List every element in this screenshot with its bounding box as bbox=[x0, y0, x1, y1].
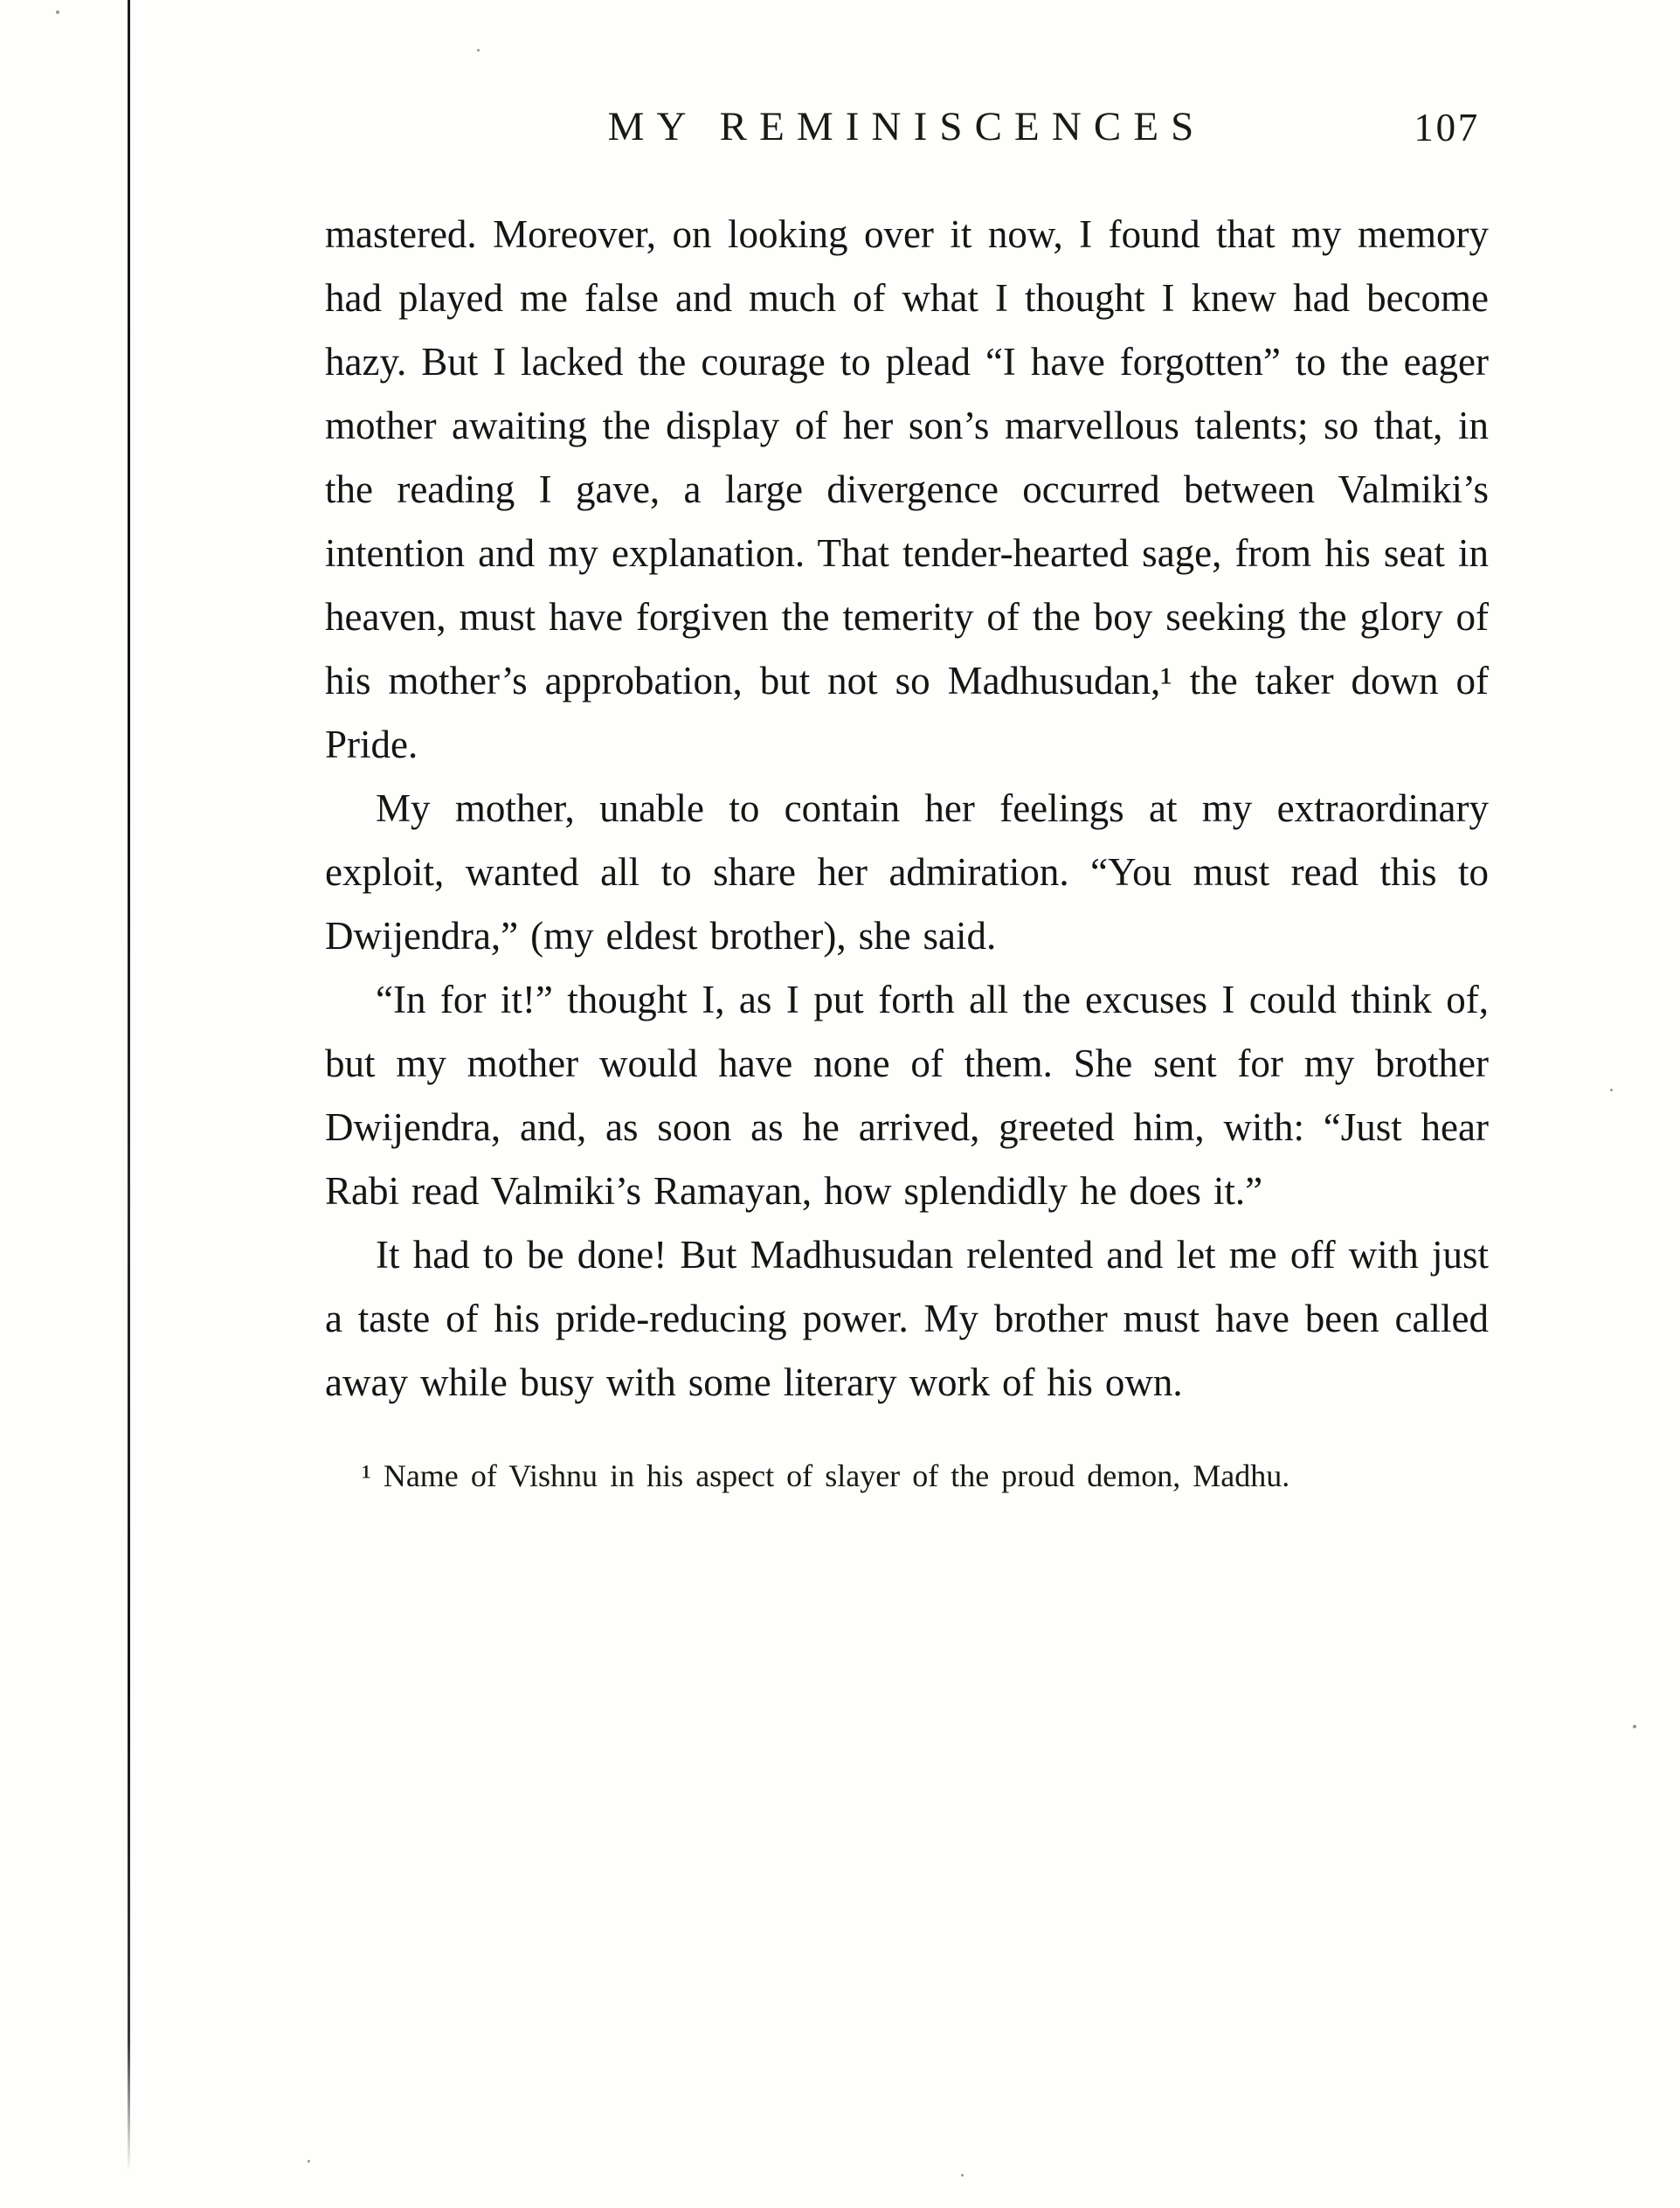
paragraph: My mother, unable to contain her feelings at my extraordinary exploit, wanted all to share her admiration. “You must read this to Dwijendra,” (my eldest brother), she said. bbox=[325, 786, 1489, 958]
scan-speck bbox=[961, 2174, 964, 2177]
running-head-title: MY REMINISCENCES bbox=[607, 104, 1206, 149]
paragraph: It had to be done! But Madhusudan relented and let me off with just a taste of his pride-reducing power. My brother must have been called away while busy with some literary work of his own. bbox=[325, 1233, 1489, 1404]
footnote: ¹ Name of Vishnu in his aspect of slayer of the proud demon, Madhu. bbox=[362, 1458, 1290, 1493]
scan-speck bbox=[308, 2160, 310, 2163]
scan-speck bbox=[1633, 1725, 1636, 1728]
scan-speck bbox=[1610, 1089, 1613, 1091]
body-text bbox=[325, 203, 1489, 1415]
binding-line bbox=[128, 0, 130, 2172]
scan-speck bbox=[477, 49, 480, 52]
paragraph: “In for it!” thought I, as I put forth all the excuses I could think of, but my mother would have none of them. She sent for my brother Dwijendra, and, as soon as he arrived, greeted him, with: “Just hear Rabi read Valmiki’s Ramayan, how splendidly he does it.” bbox=[325, 978, 1489, 1213]
paragraph: mastered. Moreover, on looking over it now, I found that my memory had played me false and much of what I thought I knew had become hazy. But I lacked the courage to plead “I have forgotten” to the eager mother awaiting the display of her son’s marvellous talents; so that, in the reading I gave, a large divergence occurred between Valmiki’s intention and my explanation. That tender-hearted sage, from his seat in heaven, must have forgiven the temerity of the boy seeking the glory of his mother’s approbation, but not so Madhusudan,¹ the taker down of Pride. bbox=[325, 212, 1489, 766]
page-header bbox=[325, 103, 1489, 159]
text-block bbox=[325, 103, 1489, 1499]
scan-speck bbox=[56, 10, 59, 14]
page-number: 107 bbox=[1414, 106, 1480, 149]
